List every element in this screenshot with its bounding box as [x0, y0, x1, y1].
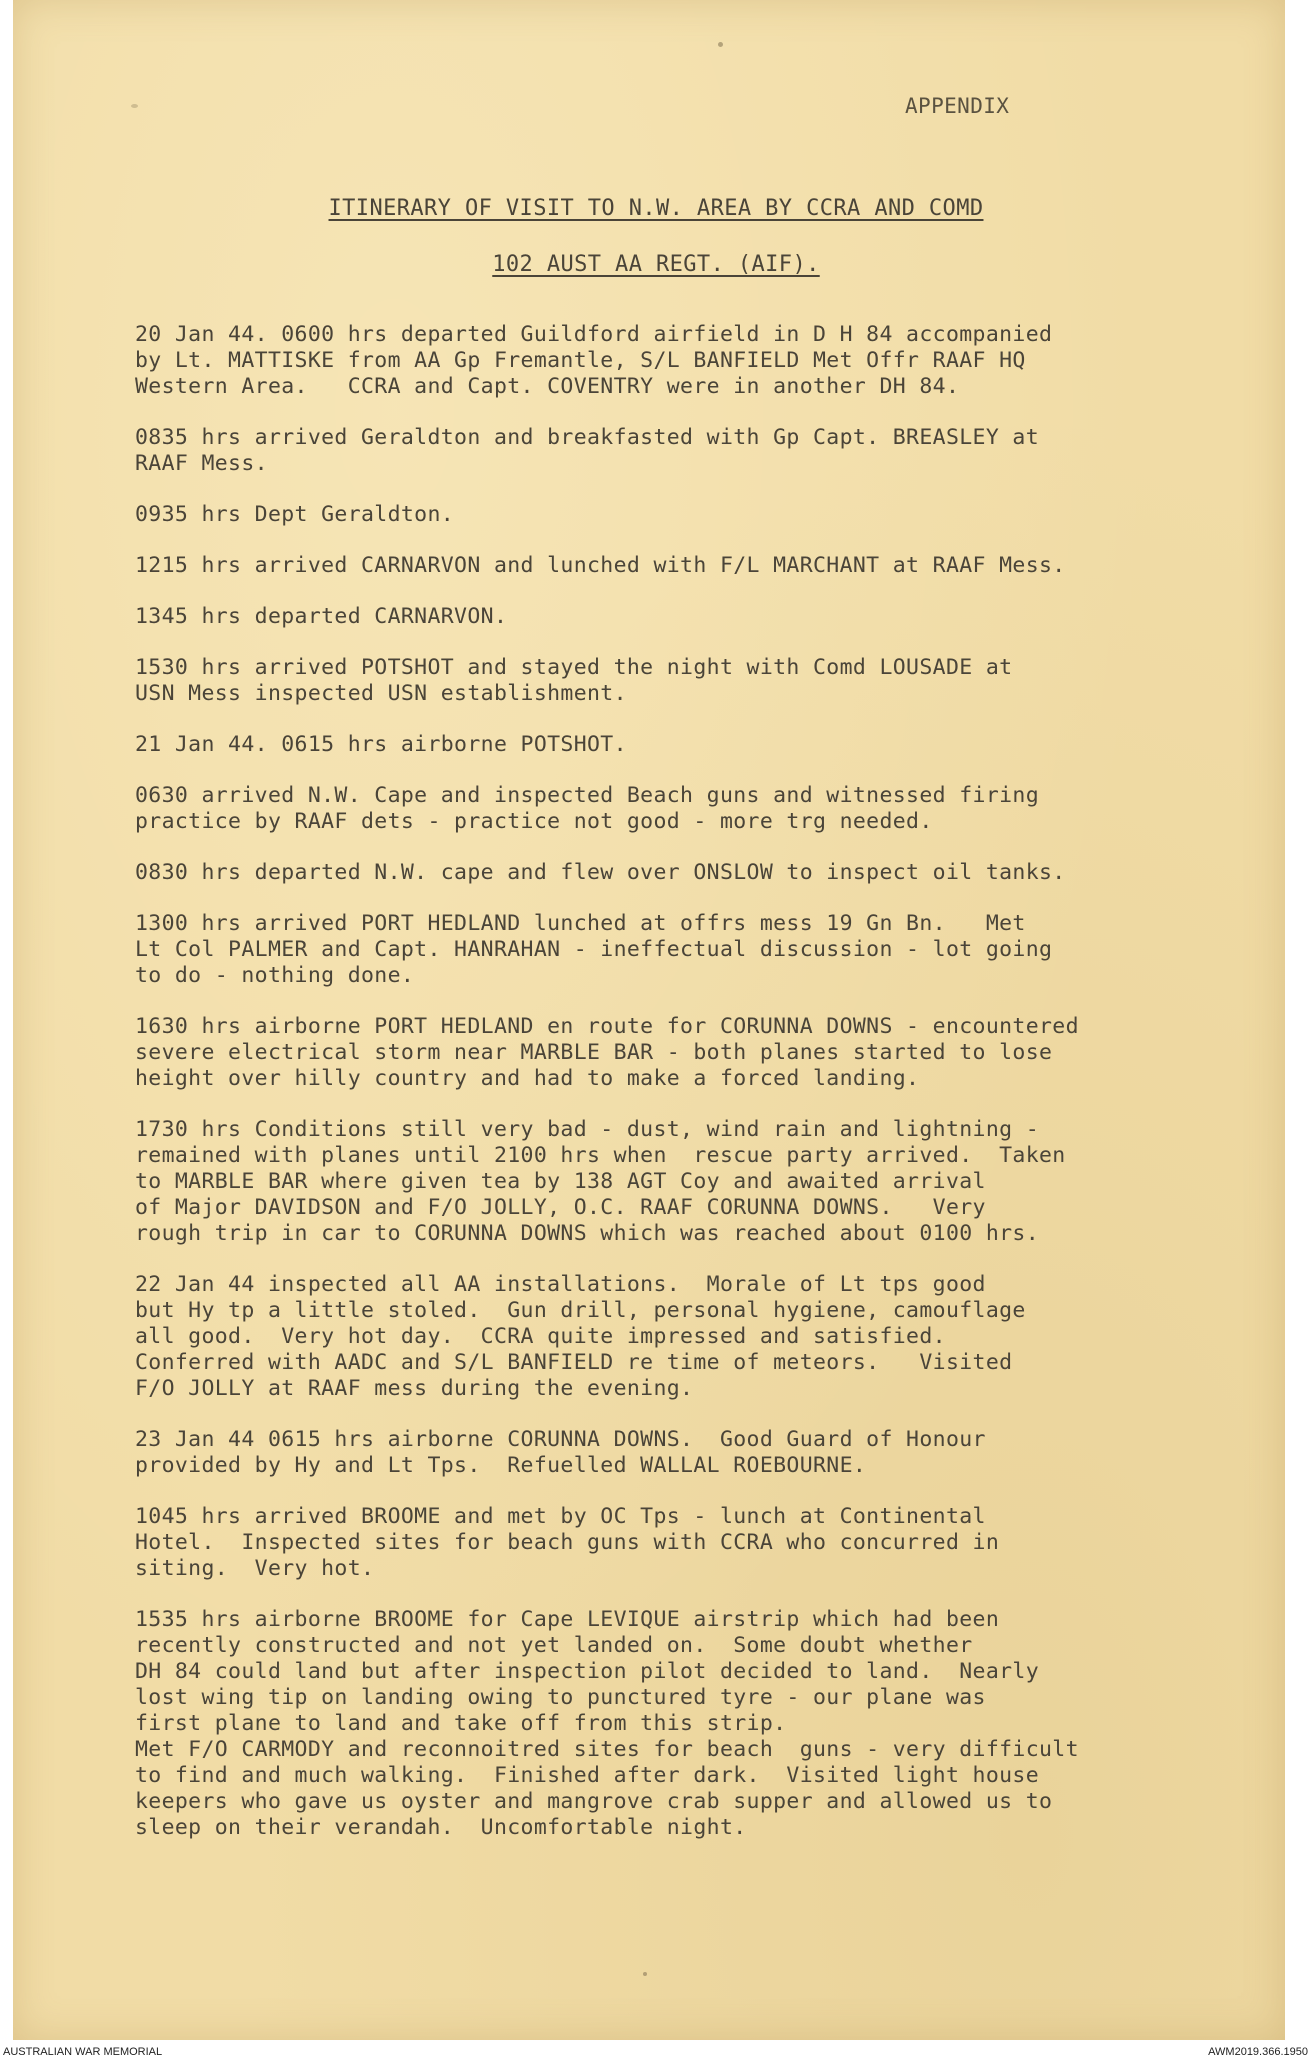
itinerary-paragraph: 1045 hrs arrived BROOME and met by OC Tps - lunch at Continental Hotel. Inspected sites for beach guns with CCRA who concurred in siting. Very hot. [135, 1504, 1000, 1581]
itinerary-paragraph-final: 1535 hrs airborne BROOME for Cape LEVIQUE airstrip which had been recently constructed and not yet landed on. Some doubt whether DH 84 could land but after inspection pilot decided to land. Nearly lost wing tip on landing owing to punctured tyre - our plane was first plane to land and take off from this strip. Met F/O CARMODY and reconnoitred sites for beach guns - very difficult to find and much walking. Finished after dark. Visited light house keepers who gave us oyster and mangrove crab supper and allowed us to sleep on their verandah. Uncomfortable night. [135, 1607, 1079, 1840]
title-line-1-wrapper [0, 196, 1312, 221]
itinerary-paragraph: 1215 hrs arrived CARNARVON and lunched with F/L MARCHANT at RAAF Mess. [135, 553, 1066, 578]
itinerary-paragraph: 1530 hrs arrived POTSHOT and stayed the night with Comd LOUSADE at USN Mess inspected USN establishment. [135, 655, 1013, 706]
itinerary-paragraph: 0630 arrived N.W. Cape and inspected Beach guns and witnessed firing practice by RAAF dets - practice not good - more trg needed. [135, 783, 1039, 834]
itinerary-paragraph: 20 Jan 44. 0600 hrs departed Guildford airfield in D H 84 accompanied by Lt. MATTISKE from AA Gp Fremantle, S/L BANFIELD Met Offr RAAF HQ Western Area. CCRA and Capt. COVENTRY were in another DH 84. [135, 322, 1053, 399]
itinerary-paragraph: 21 Jan 44. 0615 hrs airborne POTSHOT. [135, 732, 627, 757]
title-line-2-wrapper [0, 252, 1312, 277]
itinerary-body [135, 322, 1255, 1841]
document-subtitle: 102 AUST AA REGT. (AIF). [492, 252, 820, 277]
itinerary-paragraph: 1630 hrs airborne PORT HEDLAND en route for CORUNNA DOWNS - encountered severe electrical storm near MARBLE BAR - both planes started to lose height over hilly country and had to make a forced landing. [135, 1014, 1079, 1091]
itinerary-paragraph: 1300 hrs arrived PORT HEDLAND lunched at offrs mess 19 Gn Bn. Met Lt Col PALMER and Capt. HANRAHAN - ineffectual discussion - lot going to do - nothing done. [135, 911, 1053, 988]
paper-speck [131, 104, 138, 108]
itinerary-paragraph: 0835 hrs arrived Geraldton and breakfasted with Gp Capt. BREASLEY at RAAF Mess. [135, 425, 1039, 476]
document-title: ITINERARY OF VISIT TO N.W. AREA BY CCRA AND COMD [328, 196, 984, 221]
paper-speck [718, 42, 723, 47]
paper-speck [643, 1972, 647, 1976]
itinerary-paragraph: 0830 hrs departed N.W. cape and flew over ONSLOW to inspect oil tanks. [135, 860, 1066, 885]
itinerary-paragraph: 23 Jan 44 0615 hrs airborne CORUNNA DOWNS. Good Guard of Honour provided by Hy and Lt Tps. Refuelled WALLAL ROEBOURNE. [135, 1427, 986, 1478]
itinerary-paragraph: 22 Jan 44 inspected all AA installations. Morale of Lt tps good but Hy tp a little stoled. Gun drill, personal hygiene, camouflage all good. Very hot day. CCRA quite impressed and satisfied. Conferred with AADC and S/L BANFIELD re time of meteors. Visited F/O JOLLY at RAAF mess during the evening. [135, 1272, 1026, 1401]
appendix-label: APPENDIX [905, 94, 1010, 118]
itinerary-paragraph: 0935 hrs Dept Geraldton. [135, 502, 455, 527]
footer-reference: AWM2019.366.1950 [1208, 2046, 1308, 2058]
itinerary-paragraph: 1345 hrs departed CARNARVON. [135, 604, 508, 629]
itinerary-paragraph: 1730 hrs Conditions still very bad - dust, wind rain and lightning - remained with planes until 2100 hrs when rescue party arrived. Taken to MARBLE BAR where given tea by 138 AGT Coy and awaited arrival of Major DAVIDSON and F/O JOLLY, O.C. RAAF CORUNNA DOWNS. Very rough trip in car to CORUNNA DOWNS which was reached about 0100 hrs. [135, 1117, 1066, 1246]
footer-source: AUSTRALIAN WAR MEMORIAL [3, 2046, 163, 2058]
